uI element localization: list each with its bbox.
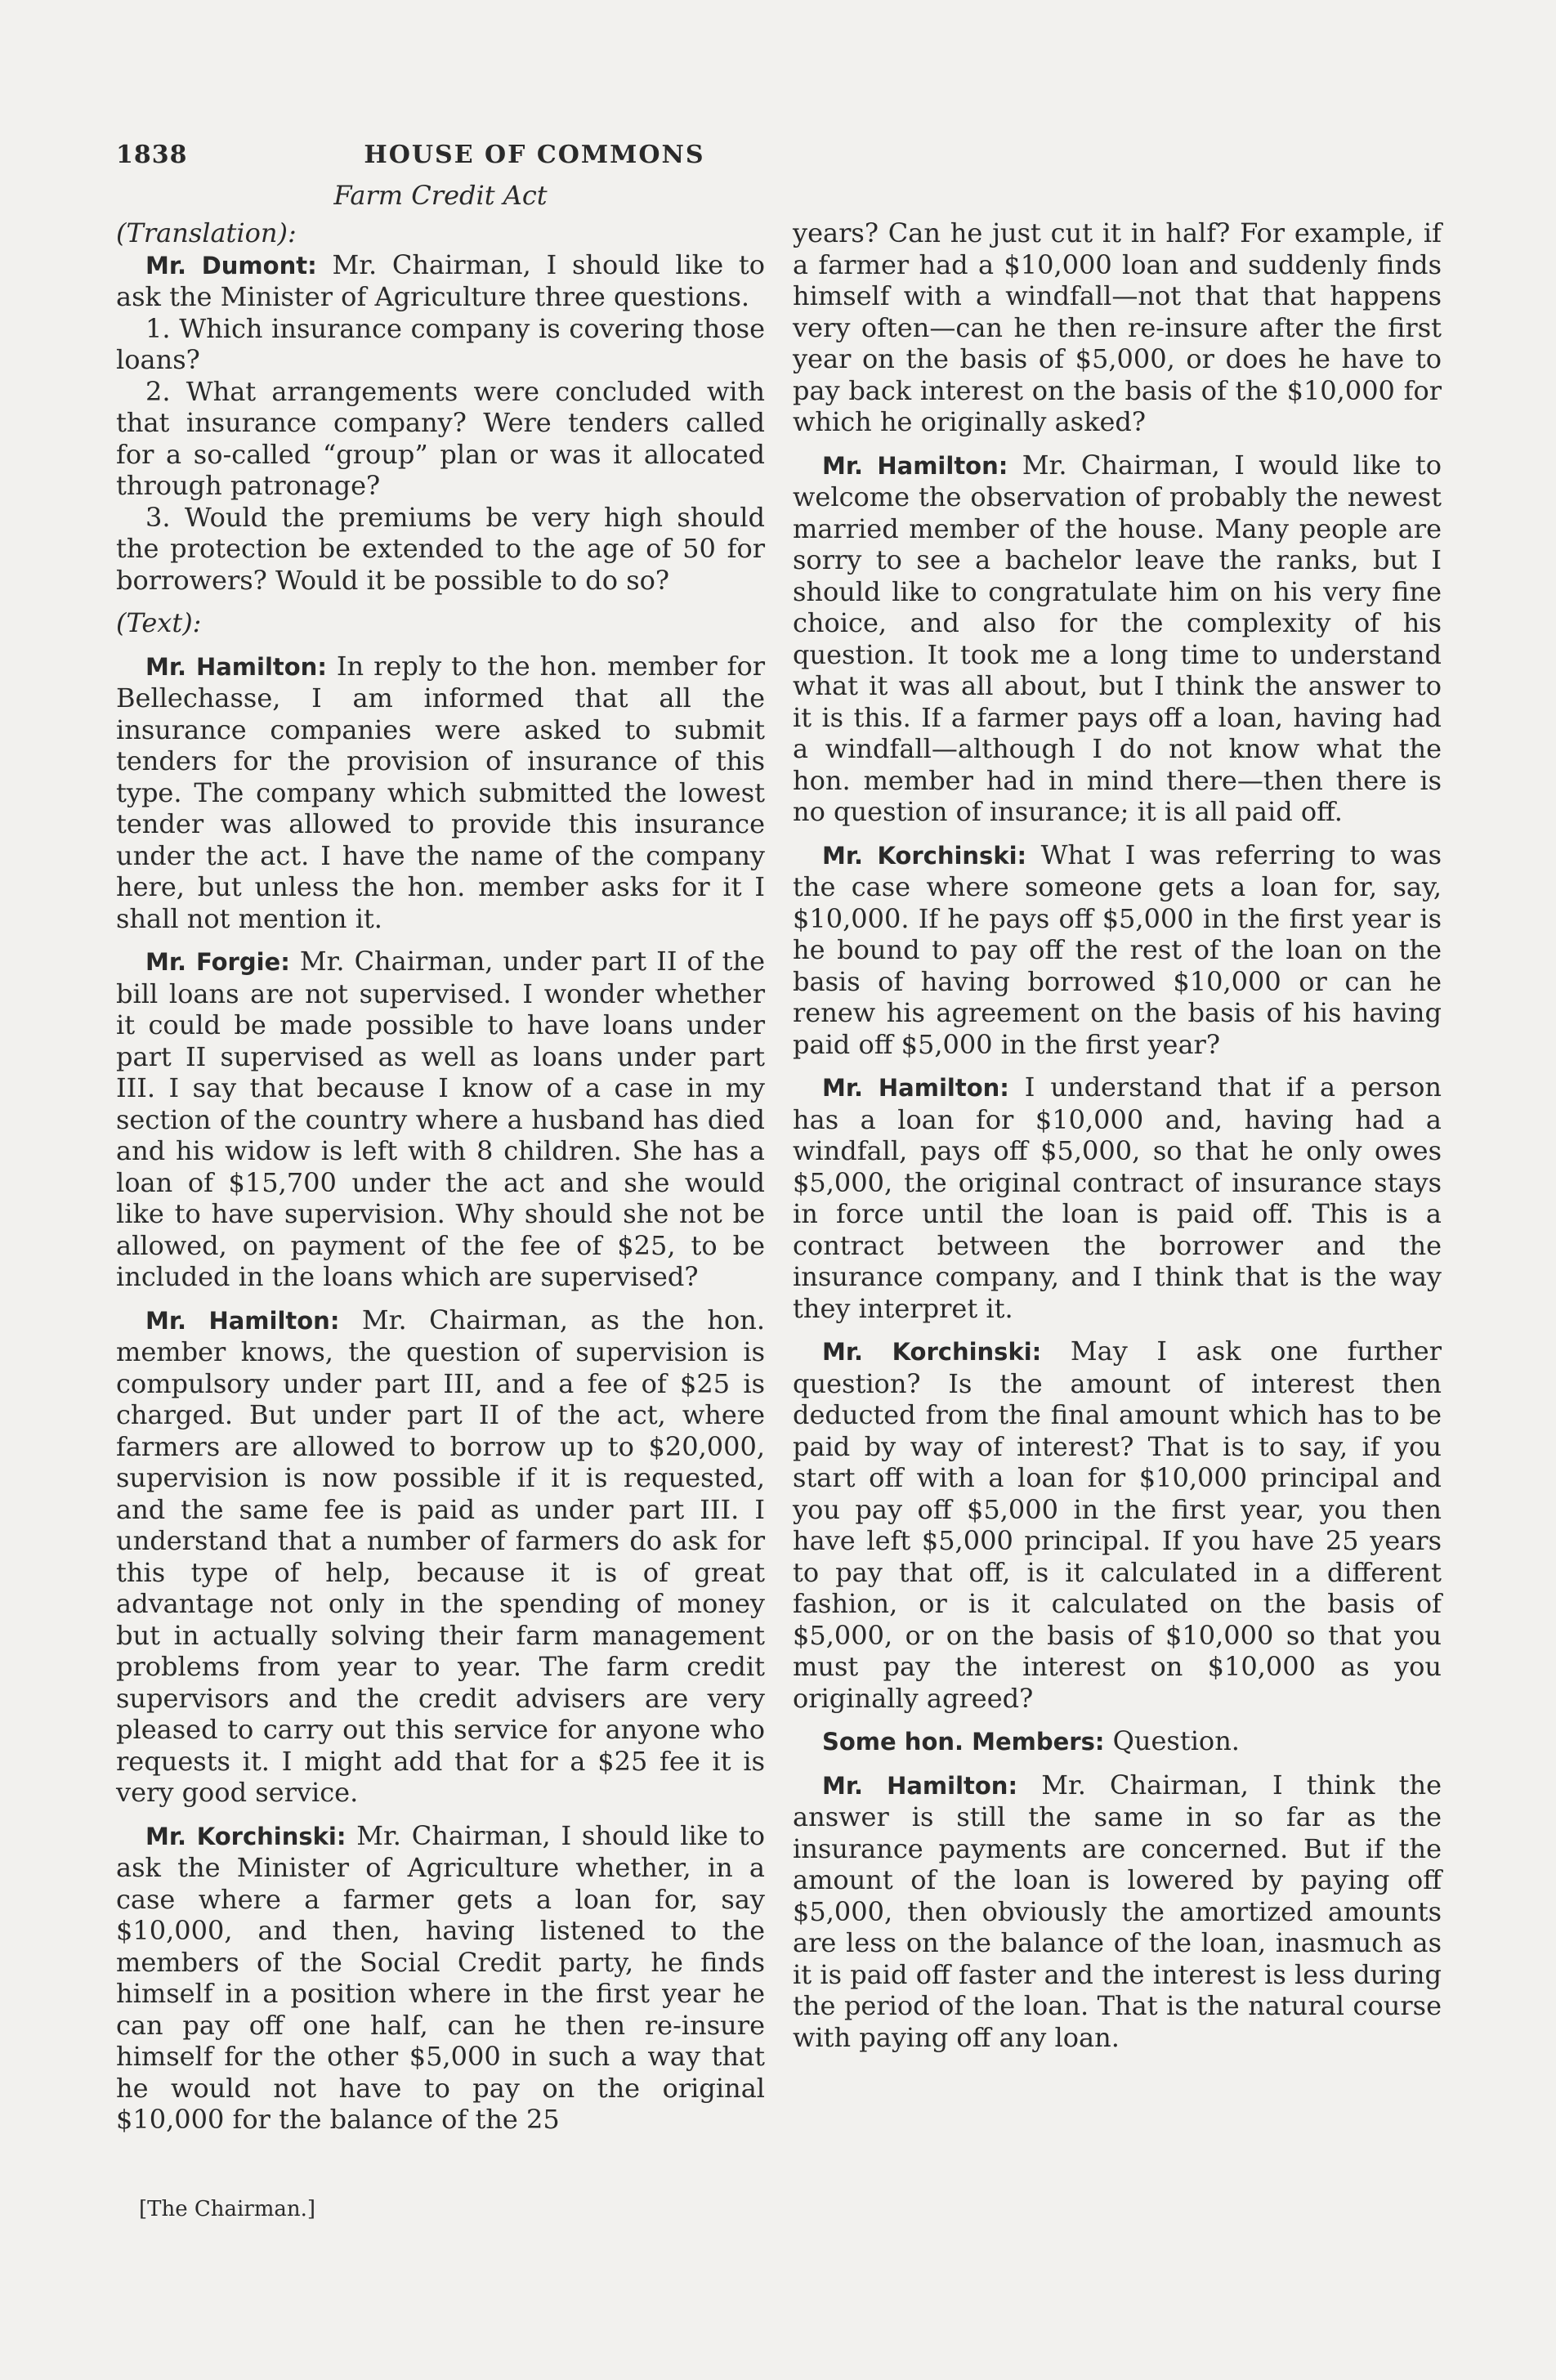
speaker-name: Mr. Korchinski:	[822, 1338, 1042, 1366]
speaker-name: Mr. Dumont:	[145, 251, 317, 280]
speech-hamilton-2	[116, 1304, 765, 1809]
speech-text: I understand that if a person has a loan for $10,000 and, having had a windfall, pays off $5,000, so that he only owes $5,000, the original contract of insurance stays in force until the loan is paid off. This is a contract between the borrower and the insurance company, and I think that is the way they interpret it.	[793, 1071, 1442, 1324]
speaker-name: Some hon. Members:	[822, 1728, 1105, 1756]
speech-text: Mr. Chairman, I should like to ask the Minister of Agriculture whether, in a case where a farmer gets a loan for, say $10,000, and then, having listened to the members of the Social Credit party, he finds himself in a position where in the first year he can pay off one half, can he then re-insure himself for the other $5,000 in such a way that he would not have to pay on the original $10,000 for the balance of the 25	[116, 1819, 766, 2135]
right-column	[793, 217, 1442, 2053]
speech-text: What I was referring to was the case where someone gets a loan for, say, $10,000. If he pays off $5,000 in the first year is he bound to pay off the rest of the loan on the basis of having borrowed $10,000 or can he renew his agreement on the basis of his having paid off $5,000 in the first year?	[793, 839, 1442, 1060]
speech-text: In reply to the hon. member for Bellechasse, I am informed that all the insurance companies were asked to submit tenders for the provision of insurance of this type. The company which submitted the lowest tender was allowed to provide this insurance under the act. I have the name of the company here, but unless the hon. member asks for it I shall not mention it.	[116, 650, 766, 934]
speaker-name: Mr. Hamilton:	[822, 1074, 1009, 1102]
speaker-name: Mr. Hamilton:	[145, 1306, 340, 1335]
speech-korchinski-1	[116, 1820, 765, 2136]
speech-text: Mr. Chairman, I think the answer is still the same in so far as the insurance payments are concerned. But if the amount of the loan is lowered by paying off $5,000, then obviously the amortized amounts are less on the balance of the loan, inasmuch as it is paid off faster and the interest is less during the period of the loan. That is the natural course with paying off any loan.	[793, 1769, 1442, 2053]
text-marker: (Text):	[116, 607, 202, 638]
speaker-name: Mr. Hamilton:	[822, 451, 1008, 480]
speaker-name: Mr. Korchinski:	[822, 841, 1027, 870]
question-1: 1. Which insurance company is covering those loans?	[116, 312, 765, 375]
page-header	[116, 141, 953, 177]
speech-text: May I ask one further question? Is the amount of interest then deducted from the final amount which has to be paid by way of interest? That is to say, if you start off with a loan for $10,000 principal and you pay off $5,000 in the first year, you then have left $5,000 principal. If you have 25 years to pay that off, is it calculated in a different fashion, or is it calculated on the basis of $5,000, or on the basis of $10,000 so that you must pay the interest on $10,000 as you originally agreed?	[793, 1335, 1442, 1714]
page-number: 1838	[116, 141, 188, 169]
speech-text: Mr. Chairman, I would like to welcome the observation of probably the newest married member of the house. Many people are sorry to see a bachelor leave the ranks, but I should like to congratulate him on his very fine choice, and also for the complexity of his question. It took me a long time to understand what it was all about, but I think the answer to it is this. If a farmer pays off a loan, having had a windfall—although I do not know what the hon. member had in mind there—then there is no question of insurance; it is all paid off.	[793, 449, 1442, 827]
speech-korchinski-3	[793, 1335, 1442, 1714]
speech-hamilton-1	[116, 651, 765, 935]
speech-text: Question.	[1112, 1725, 1240, 1756]
speaker-name: Mr. Korchinski:	[145, 1822, 347, 1850]
speech-members	[793, 1725, 1442, 1758]
speech-hamilton-4	[793, 1071, 1442, 1324]
speech-dumont	[116, 249, 765, 313]
speaker-name: Mr. Forgie:	[145, 948, 290, 976]
speech-text: Mr. Chairman, under part II of the bill loans are not supervised. I wonder whether it could be made possible to have loans under part II supervised as well as loans under part III. I say that because I know of a case in my section of the country where a husband has died and his widow is left with 8 children. She has a loan of $15,700 under the act and she would like to have supervision. Why should she not be allowed, on payment of the fee of $25, to be included in the loans which are supervised?	[116, 946, 765, 1292]
question-2: 2. What arrangements were concluded with that insurance company? Were tenders called for a so-called “group” plan or was it allocated through patronage?	[116, 375, 765, 501]
speech-forgie	[116, 946, 765, 1293]
question-3: 3. Would the premiums be very high should the protection be extended to the age of 50 for borrowers? Would it be possible to do so?	[116, 501, 765, 596]
speech-text: Mr. Chairman, as the hon. member knows, the question of supervision is compulsory under part III, and a fee of $25 is charged. But under part II of the act, where farmers are allowed to borrow up to $20,000, supervision is now possible if it is requested, and the same fee is paid as under part III. I understand that a number of farmers do ask for this type of help, because it is of great advantage not only in the spending of money but in actually solving their farm management problems from year to year. The farm credit supervisors and the credit advisers are very pleased to carry out this service for anyone who requests it. I might add that for a $25 fee it is very good service.	[116, 1304, 766, 1808]
section-subject: Farm Credit Act	[333, 180, 548, 211]
speaker-name: Mr. Hamilton:	[822, 1771, 1018, 1800]
speech-korchinski-2	[793, 839, 1442, 1061]
chairman-footnote: [The Chairman.]	[139, 2197, 316, 2221]
speech-hamilton-3	[793, 450, 1442, 828]
running-head: HOUSE OF COMMONS	[364, 141, 705, 169]
speaker-name: Mr. Hamilton:	[145, 652, 327, 681]
speech-text: Mr. Chairman, I should like to ask the Minister of Agriculture three questions.	[116, 248, 765, 312]
translation-marker: (Translation):	[116, 217, 297, 248]
speech-hamilton-5	[793, 1769, 1442, 2054]
speech-continuation: years? Can he just cut it in half? For example, if a farmer had a $10,000 loan and suddenly finds himself with a windfall—not that that happens very often—can he then re-insure after the first year on the basis of $5,000, or does he have to pay back interest on the basis of the $10,000 for which he originally asked?	[793, 217, 1442, 437]
left-column	[116, 217, 765, 2136]
